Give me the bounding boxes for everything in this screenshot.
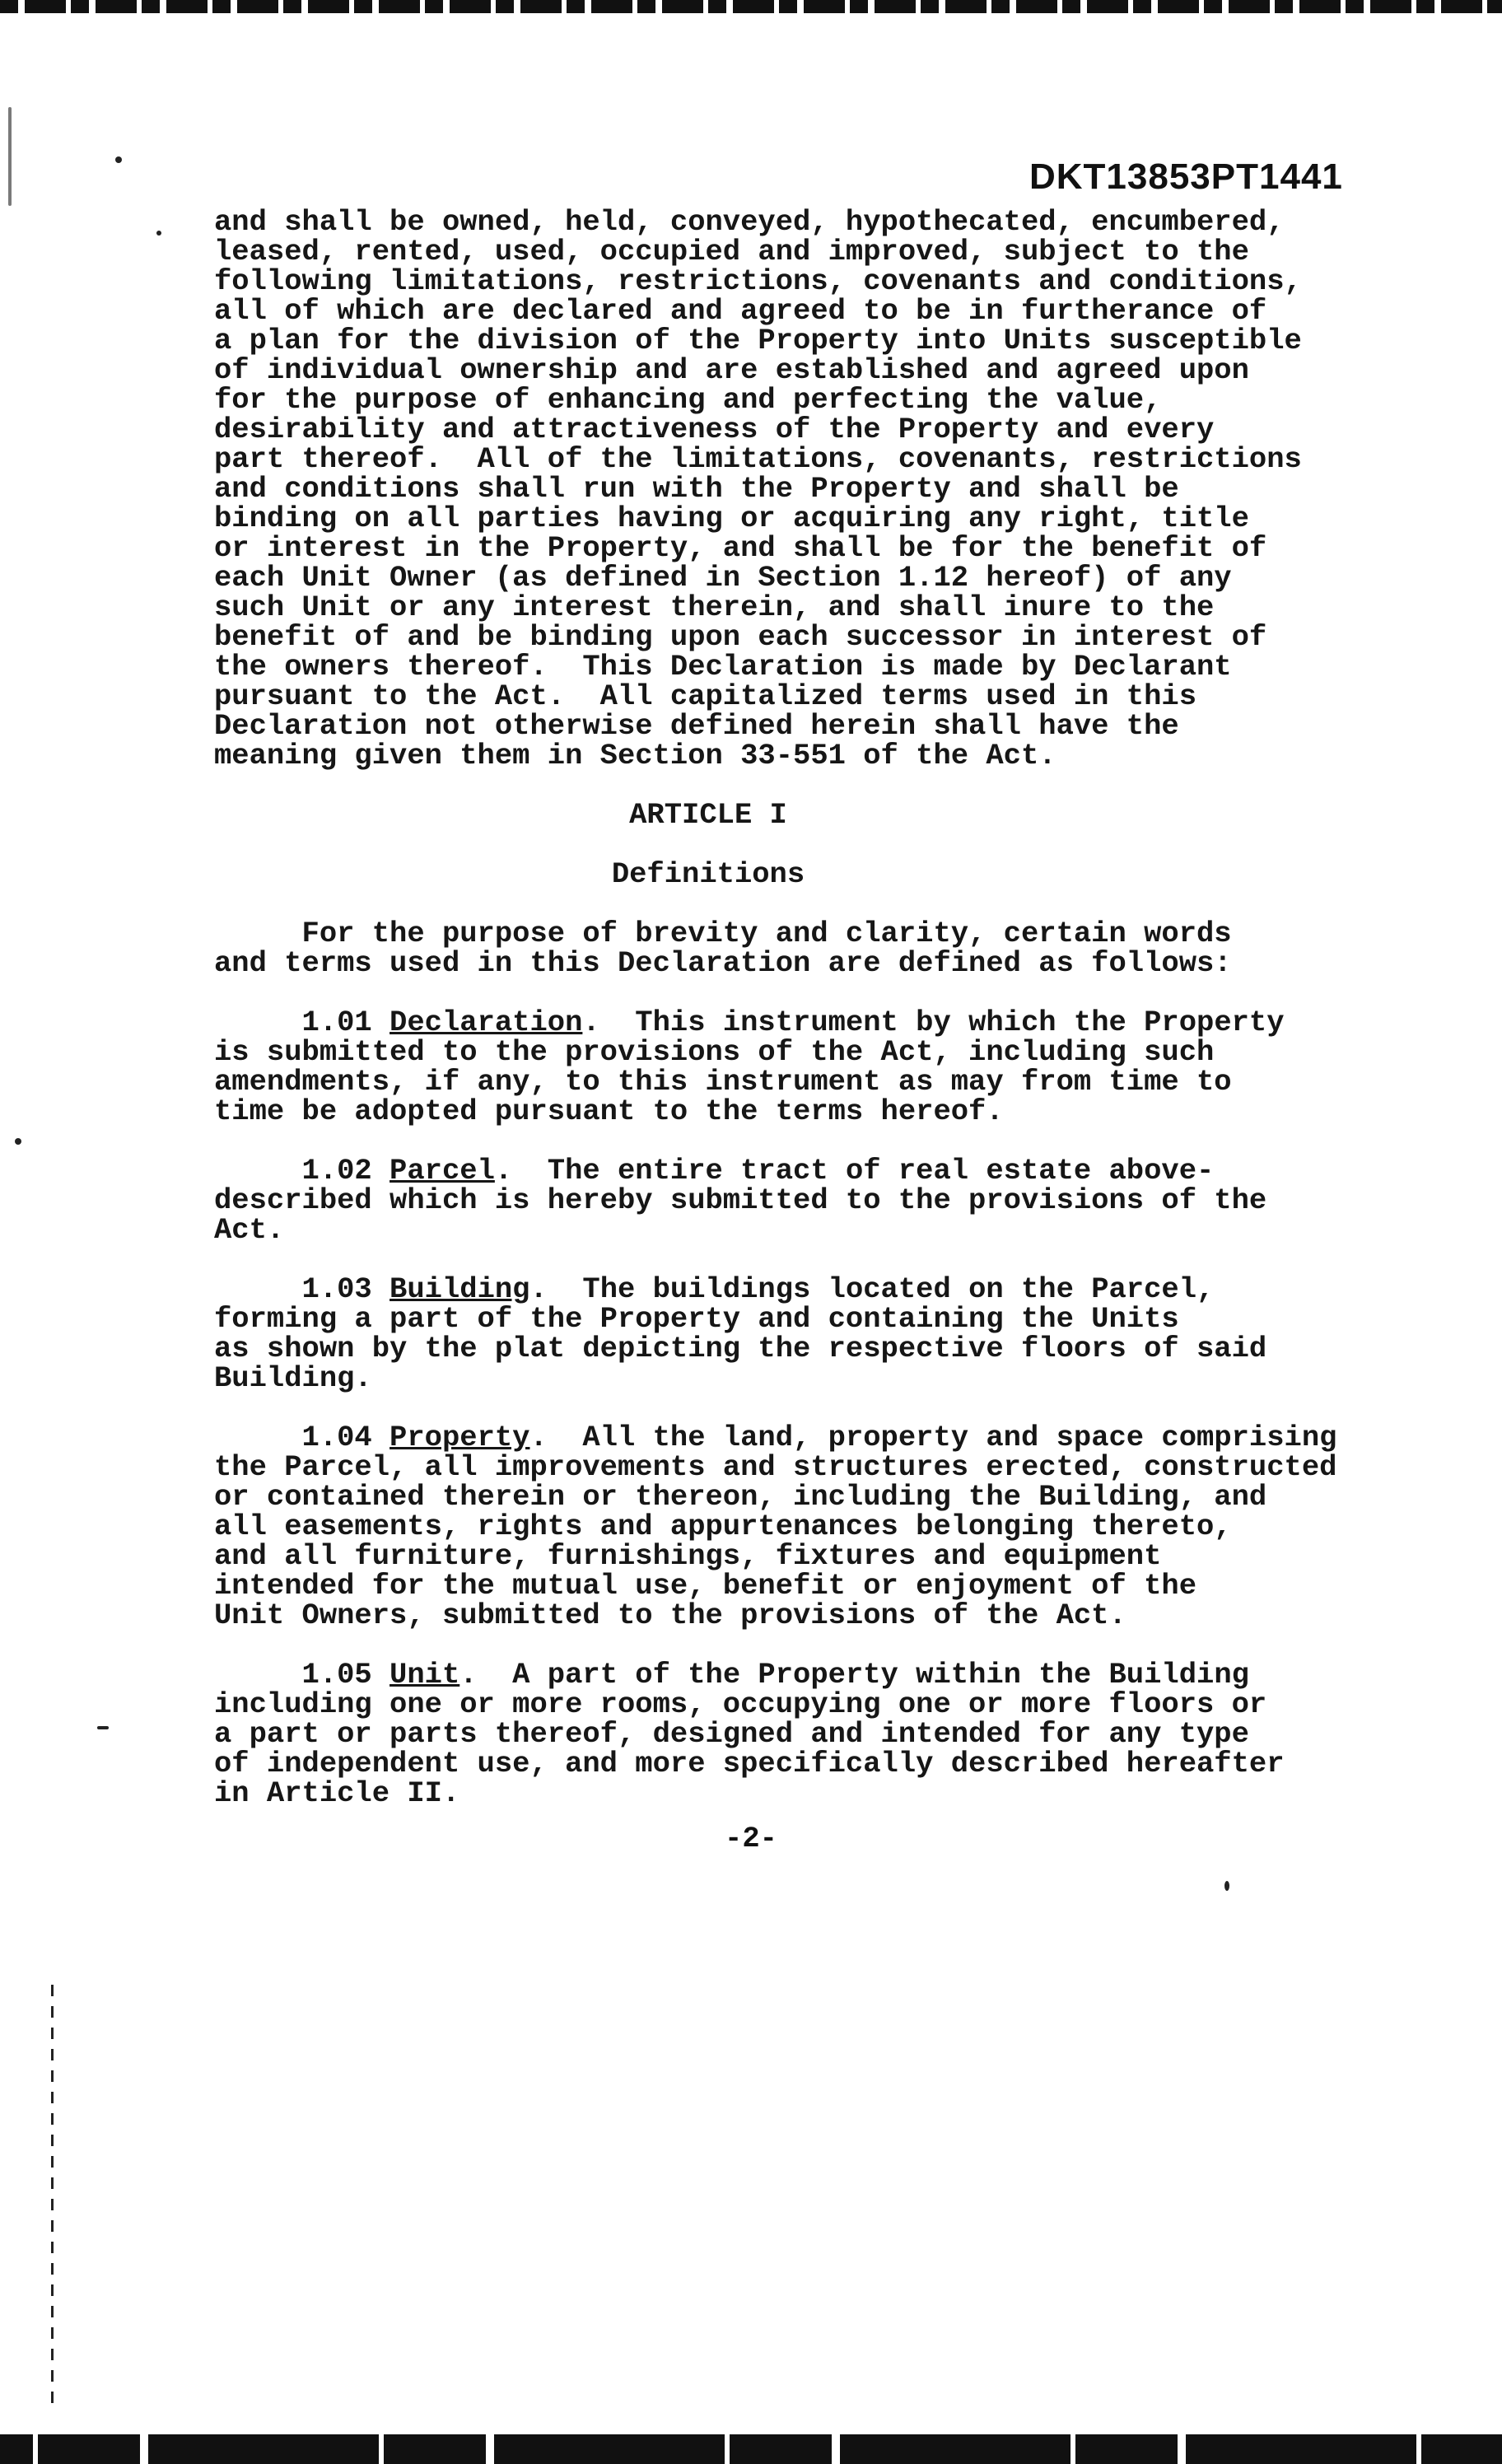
text-line: each Unit Owner (as defined in Section 1.12 hereof) of any xyxy=(214,561,1232,595)
text-line: time be adopted pursuant to the terms hereof. xyxy=(214,1094,1004,1128)
scan-speck xyxy=(15,1138,21,1145)
text-line: and terms used in this Declaration are defined as follows: xyxy=(214,946,1232,980)
text-line: Declaration not otherwise defined herein shall have the xyxy=(214,709,1179,743)
scan-margin-mark xyxy=(51,1985,54,2413)
scan-speck xyxy=(115,156,122,163)
article-heading: ARTICLE I xyxy=(629,798,787,832)
definition-term: Property xyxy=(389,1421,530,1454)
text-line: and all furniture, furnishings, fixtures and equipment xyxy=(214,1539,1162,1573)
text-line: all easements, rights and appurtenances belonging thereto, xyxy=(214,1510,1232,1543)
definition-number: 1.05 xyxy=(214,1658,390,1692)
text-line: for the purpose of enhancing and perfecting the value, xyxy=(214,383,1162,417)
definition-parcel xyxy=(214,1156,1383,1245)
article-subheading: Definitions xyxy=(611,857,805,891)
text-line: of individual ownership and are established and agreed upon xyxy=(214,353,1249,387)
scan-speck xyxy=(8,107,12,206)
text-line: or interest in the Property, and shall be for the benefit of xyxy=(214,531,1267,565)
definition-number: 1.02 xyxy=(214,1154,390,1188)
docket-stamp: DKT13853PT1441 xyxy=(1029,156,1343,197)
text-line: intended for the mutual use, benefit or enjoyment of the xyxy=(214,1569,1196,1603)
text-line: part thereof. All of the limitations, covenants, restrictions xyxy=(214,442,1302,476)
definition-term: Parcel xyxy=(389,1154,495,1188)
text-line: as shown by the plat depicting the respective floors of said xyxy=(214,1332,1267,1365)
text-line: pursuant to the Act. All capitalized terms used in this xyxy=(214,679,1196,713)
text-line: of independent use, and more specifically described hereafter xyxy=(214,1747,1285,1780)
text-line: described which is hereby submitted to the provisions of the xyxy=(214,1183,1267,1217)
definition-unit xyxy=(214,1660,1383,1808)
text-line: such Unit or any interest therein, and shall inure to the xyxy=(214,590,1215,624)
definition-building xyxy=(214,1272,1383,1395)
text-line: amendments, if any, to this instrument as may from time to xyxy=(214,1065,1232,1099)
definition-text: . The buildings located on the Parcel, xyxy=(529,1272,1215,1306)
definition-text: . The entire tract of real estate above- xyxy=(494,1154,1215,1188)
text-line: a plan for the division of the Property into Units susceptible xyxy=(214,324,1302,357)
text-line: leased, rented, used, occupied and improved, subject to the xyxy=(214,235,1249,268)
text-line: Act. xyxy=(214,1213,285,1247)
text-line: all of which are declared and agreed to be in furtherance of xyxy=(214,294,1267,328)
text-line: and shall be owned, held, conveyed, hypothecated, encumbered, xyxy=(214,205,1285,239)
text-line: desirability and attractiveness of the Property and every xyxy=(214,413,1215,446)
definition-term: Unit xyxy=(389,1658,460,1692)
text-line: following limitations, restrictions, covenants and conditions, xyxy=(214,264,1302,298)
definition-declaration xyxy=(214,1008,1383,1127)
definition-text: . This instrument by which the Property xyxy=(582,1006,1285,1039)
text-line: or contained therein or thereon, including the Building, and xyxy=(214,1480,1267,1514)
definition-text: . A part of the Property within the Building xyxy=(459,1658,1249,1692)
text-line: meaning given them in Section 33-551 of the Act. xyxy=(214,739,1057,772)
definition-property xyxy=(214,1423,1383,1631)
intro-paragraph xyxy=(214,205,1383,772)
text-line: the owners thereof. This Declaration is made by Declarant xyxy=(214,650,1232,684)
page-number: -2- xyxy=(725,1822,777,1855)
scan-speck xyxy=(1224,1881,1229,1891)
definition-number: 1.01 xyxy=(214,1006,390,1039)
scan-speck xyxy=(156,231,161,236)
scan-speck xyxy=(97,1726,109,1729)
text-line: For the purpose of brevity and clarity, certain words xyxy=(214,917,1232,950)
definition-term: Building xyxy=(389,1272,530,1306)
text-line: is submitted to the provisions of the Act, including such xyxy=(214,1035,1215,1069)
document-body xyxy=(214,205,1383,1810)
text-line: including one or more rooms, occupying one or more floors or xyxy=(214,1687,1267,1721)
text-line: a part or parts thereof, designed and intended for any type xyxy=(214,1717,1249,1751)
scan-edge-top xyxy=(0,0,1502,13)
text-line: benefit of and be binding upon each successor in interest of xyxy=(214,620,1267,654)
text-line: forming a part of the Property and containing the Units xyxy=(214,1302,1179,1336)
definitions-preamble xyxy=(214,919,1383,978)
scan-edge-bottom xyxy=(0,2434,1502,2464)
definition-term: Declaration xyxy=(389,1006,583,1039)
text-line: Building. xyxy=(214,1361,372,1395)
text-line: binding on all parties having or acquiring any right, title xyxy=(214,502,1249,535)
definition-text: . All the land, property and space comprising xyxy=(529,1421,1337,1454)
text-line: the Parcel, all improvements and structures erected, constructed xyxy=(214,1450,1337,1484)
definition-number: 1.04 xyxy=(214,1421,390,1454)
text-line: Unit Owners, submitted to the provisions of the Act. xyxy=(214,1598,1126,1632)
text-line: and conditions shall run with the Property and shall be xyxy=(214,472,1179,506)
text-line: in Article II. xyxy=(214,1776,460,1810)
definition-number: 1.03 xyxy=(214,1272,390,1306)
